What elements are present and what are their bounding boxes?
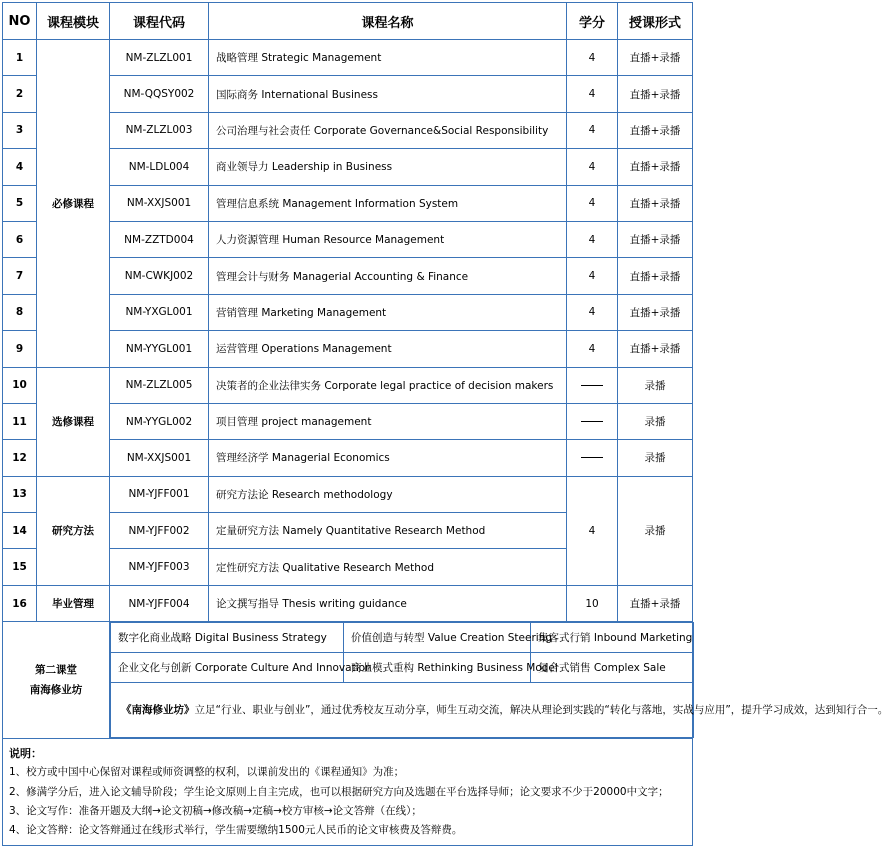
course-form: 直播+录播 xyxy=(618,149,693,185)
course-credit: 4 xyxy=(567,331,618,367)
course-no: 12 xyxy=(3,440,37,476)
course-no: 4 xyxy=(3,149,37,185)
course-name: 管理经济学 Managerial Economics xyxy=(209,440,567,476)
notes-row xyxy=(3,739,693,846)
table-row xyxy=(3,40,693,76)
course-code: NM-XXJS001 xyxy=(110,440,209,476)
notes-section xyxy=(3,739,693,846)
course-name: 论文撰写指导 Thesis writing guidance xyxy=(209,585,567,621)
course-name: 国际商务 International Business xyxy=(209,76,567,112)
course-code: NM-XXJS001 xyxy=(110,185,209,221)
dash-line xyxy=(581,421,603,422)
module-research: 研究方法 xyxy=(37,476,110,585)
course-no: 15 xyxy=(3,549,37,585)
course-name: 管理会计与财务 Managerial Accounting & Finance xyxy=(209,258,567,294)
course-credit: 4 xyxy=(567,258,618,294)
course-form: 直播+录播 xyxy=(618,331,693,367)
course-credit-none xyxy=(567,367,618,403)
second-classroom-grid xyxy=(110,622,694,738)
second-classroom-row xyxy=(3,622,693,739)
course-name: 战略管理 Strategic Management xyxy=(209,40,567,76)
grid-item: 复合式销售 Complex Sale xyxy=(531,653,694,683)
course-credit: 4 xyxy=(567,40,618,76)
grid-item: 企业文化与创新 Corporate Culture And Innovation xyxy=(111,653,344,683)
course-code: NM-ZLZL003 xyxy=(110,112,209,148)
course-no: 13 xyxy=(3,476,37,512)
second-classroom-intro xyxy=(111,683,694,738)
module-required: 必修课程 xyxy=(37,40,110,368)
notes-title: 说明： xyxy=(9,745,688,763)
table-row xyxy=(3,476,693,512)
course-name: 项目管理 project management xyxy=(209,403,567,439)
course-code: NM-YYGL002 xyxy=(110,403,209,439)
intro-text: 立足“行业、职业与创业”，通过优秀校友互动分享，师生互动交流，解决从理论到实践的“转化与落地，实战与应用”，提升学习成效，达到知行合一。 xyxy=(195,704,888,716)
grid-item: 数字化商业战略 Digital Business Strategy xyxy=(111,623,344,653)
dash-line xyxy=(581,457,603,458)
course-form: 直播+录播 xyxy=(618,185,693,221)
table-row xyxy=(3,585,693,621)
course-form: 直播+录播 xyxy=(618,585,693,621)
course-no: 10 xyxy=(3,367,37,403)
module-graduation: 毕业管理 xyxy=(37,585,110,621)
course-no: 3 xyxy=(3,112,37,148)
course-name: 定量研究方法 Namely Quantitative Research Method xyxy=(209,513,567,549)
course-no: 6 xyxy=(3,221,37,257)
course-code: NM-YJFF003 xyxy=(110,549,209,585)
research-form: 录播 xyxy=(618,476,693,585)
intro-row xyxy=(111,683,694,738)
course-name: 人力资源管理 Human Resource Management xyxy=(209,221,567,257)
grid-item: 商业模式重构 Rethinking Business Model xyxy=(344,653,531,683)
course-no: 8 xyxy=(3,294,37,330)
course-no: 16 xyxy=(3,585,37,621)
course-name: 公司治理与社会责任 Corporate Governance&Social Responsibility xyxy=(209,112,567,148)
note-item: 3、论文写作：准备开题及大纲→论文初稿→修改稿→定稿→校方审核→论文答辩（在线）； xyxy=(9,802,688,821)
course-form: 录播 xyxy=(618,403,693,439)
course-code: NM-YYGL001 xyxy=(110,331,209,367)
table-row xyxy=(3,367,693,403)
course-credit: 4 xyxy=(567,294,618,330)
course-credit: 4 xyxy=(567,221,618,257)
course-no: 14 xyxy=(3,513,37,549)
course-name: 研究方法论 Research methodology xyxy=(209,476,567,512)
course-credit: 4 xyxy=(567,112,618,148)
course-form: 直播+录播 xyxy=(618,112,693,148)
dash-line xyxy=(581,385,603,386)
note-item: 1、校方或中国中心保留对课程或师资调整的权利，以课前发出的《课程通知》为准； xyxy=(9,763,688,782)
course-code: NM-ZZTD004 xyxy=(110,221,209,257)
course-form: 直播+录播 xyxy=(618,258,693,294)
course-code: NM-LDL004 xyxy=(110,149,209,185)
course-credit-none xyxy=(567,403,618,439)
course-name: 定性研究方法 Qualitative Research Method xyxy=(209,549,567,585)
course-form: 录播 xyxy=(618,367,693,403)
course-form: 录播 xyxy=(618,440,693,476)
header-row xyxy=(3,3,693,40)
course-credit: 4 xyxy=(567,185,618,221)
second-classroom-subtitle: 南海修业坊 xyxy=(3,680,109,700)
course-credit: 4 xyxy=(567,76,618,112)
course-code: NM-YJFF004 xyxy=(110,585,209,621)
course-form: 直播+录播 xyxy=(618,76,693,112)
course-code: NM-QQSY002 xyxy=(110,76,209,112)
course-code: NM-YJFF001 xyxy=(110,476,209,512)
curriculum-table xyxy=(2,2,693,846)
intro-bold: 《南海修业坊》 xyxy=(121,704,195,716)
course-name: 管理信息系统 Management Information System xyxy=(209,185,567,221)
course-name: 决策者的企业法律实务 Corporate legal practice of decision makers xyxy=(209,367,567,403)
header-credit: 学分 xyxy=(567,3,618,40)
second-classroom-label xyxy=(3,622,110,739)
course-form: 直播+录播 xyxy=(618,221,693,257)
research-credit: 4 xyxy=(567,476,618,585)
header-module: 课程模块 xyxy=(37,3,110,40)
grid-item: 价值创造与转型 Value Creation Steering xyxy=(344,623,531,653)
second-classroom-title: 第二课堂 xyxy=(3,660,109,680)
course-name: 运营管理 Operations Management xyxy=(209,331,567,367)
course-name: 商业领导力 Leadership in Business xyxy=(209,149,567,185)
header-code: 课程代码 xyxy=(110,3,209,40)
second-classroom-content xyxy=(110,622,693,739)
grid-item: 集客式行销 Inbound Marketing xyxy=(531,623,694,653)
course-code: NM-CWKJ002 xyxy=(110,258,209,294)
course-credit: 10 xyxy=(567,585,618,621)
note-item: 4、论文答辩：论文答辩通过在线形式举行，学生需要缴纳1500元人民币的论文审核费及答辩费。 xyxy=(9,821,688,840)
grid-row xyxy=(111,653,694,683)
header-no: NO xyxy=(3,3,37,40)
course-credit-none xyxy=(567,440,618,476)
header-form: 授课形式 xyxy=(618,3,693,40)
course-no: 5 xyxy=(3,185,37,221)
course-no: 11 xyxy=(3,403,37,439)
course-form: 直播+录播 xyxy=(618,294,693,330)
course-no: 1 xyxy=(3,40,37,76)
course-no: 2 xyxy=(3,76,37,112)
module-elective: 选修课程 xyxy=(37,367,110,476)
course-code: NM-YJFF002 xyxy=(110,513,209,549)
header-name: 课程名称 xyxy=(209,3,567,40)
course-code: NM-ZLZL001 xyxy=(110,40,209,76)
course-form: 直播+录播 xyxy=(618,40,693,76)
course-no: 7 xyxy=(3,258,37,294)
course-code: NM-ZLZL005 xyxy=(110,367,209,403)
course-code: NM-YXGL001 xyxy=(110,294,209,330)
course-credit: 4 xyxy=(567,149,618,185)
note-item: 2、修满学分后，进入论文辅导阶段；学生论文原则上自主完成，也可以根据研究方向及选题在平台选择导师；论文要求不少于20000中文字； xyxy=(9,783,688,802)
course-no: 9 xyxy=(3,331,37,367)
grid-row xyxy=(111,623,694,653)
course-name: 营销管理 Marketing Management xyxy=(209,294,567,330)
